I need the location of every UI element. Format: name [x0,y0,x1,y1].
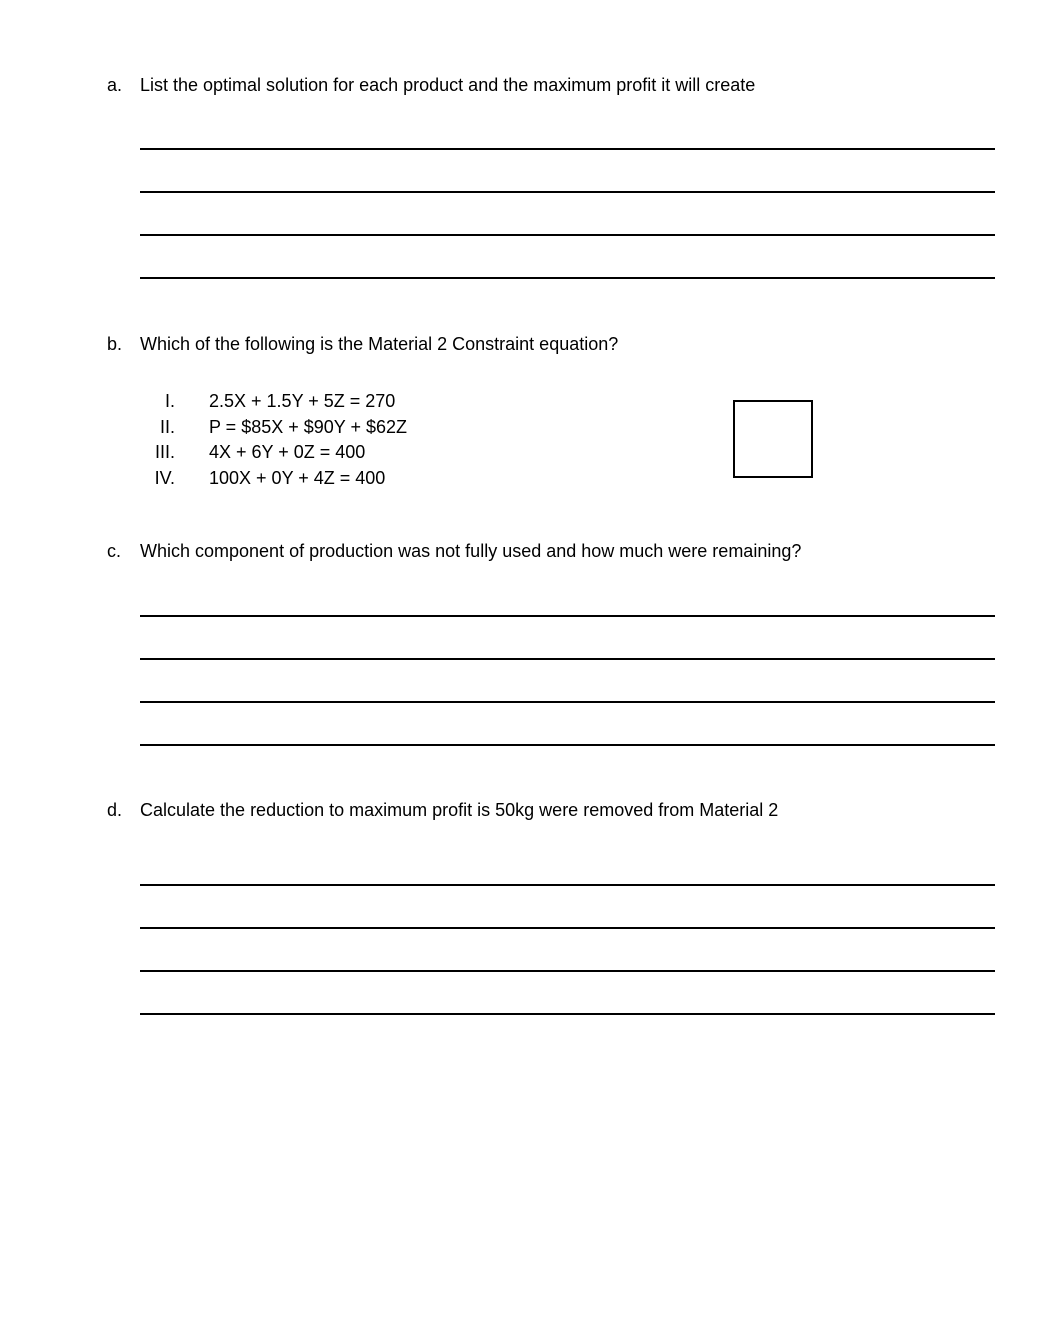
question-b [107,333,995,355]
question-d-answer-lines [140,843,995,1015]
answer-line[interactable] [140,703,995,746]
option-2-numeral: II. [159,416,175,437]
answer-line[interactable] [140,617,995,660]
answer-line[interactable] [140,574,995,617]
question-b-answer-box[interactable] [733,400,813,478]
question-c-label: c. [107,541,122,561]
answer-line[interactable] [140,972,995,1015]
question-a-text: List the optimal solution for each product and the maximum profit it will create [140,75,756,95]
option-3[interactable] [140,440,407,466]
option-3-numeral: III. [154,442,175,462]
question-d-label: d. [107,800,123,820]
option-4[interactable] [140,466,407,492]
question-a-answer-lines [140,107,995,279]
question-a-label: a. [107,75,123,95]
question-a [107,74,995,96]
option-1[interactable] [140,389,407,415]
answer-line[interactable] [140,886,995,929]
option-2[interactable] [140,415,407,441]
option-4-equation: 100X + 0Y + 4Z = 400 [209,467,386,488]
question-d-text: Calculate the reduction to maximum profit is 50kg were removed from Material 2 [140,800,779,820]
question-b-text: Which of the following is the Material 2 Constraint equation? [140,334,619,354]
answer-line[interactable] [140,929,995,972]
option-1-equation: 2.5X + 1.5Y + 5Z = 270 [209,391,396,411]
question-c [107,540,995,562]
option-2-equation: P = $85X + $90Y + $62Z [209,416,407,437]
question-c-text: Which component of production was not fully used and how much were remaining? [140,541,802,561]
option-1-numeral: I. [164,391,175,411]
option-4-numeral: IV. [154,467,175,488]
answer-line[interactable] [140,236,995,279]
answer-line[interactable] [140,150,995,193]
answer-line[interactable] [140,193,995,236]
option-3-equation: 4X + 6Y + 0Z = 400 [209,442,366,462]
question-b-options [140,389,407,491]
answer-line[interactable] [140,107,995,150]
answer-line[interactable] [140,660,995,703]
question-c-answer-lines [140,574,995,746]
question-d [107,799,995,821]
question-b-label: b. [107,334,123,354]
answer-line[interactable] [140,843,995,886]
